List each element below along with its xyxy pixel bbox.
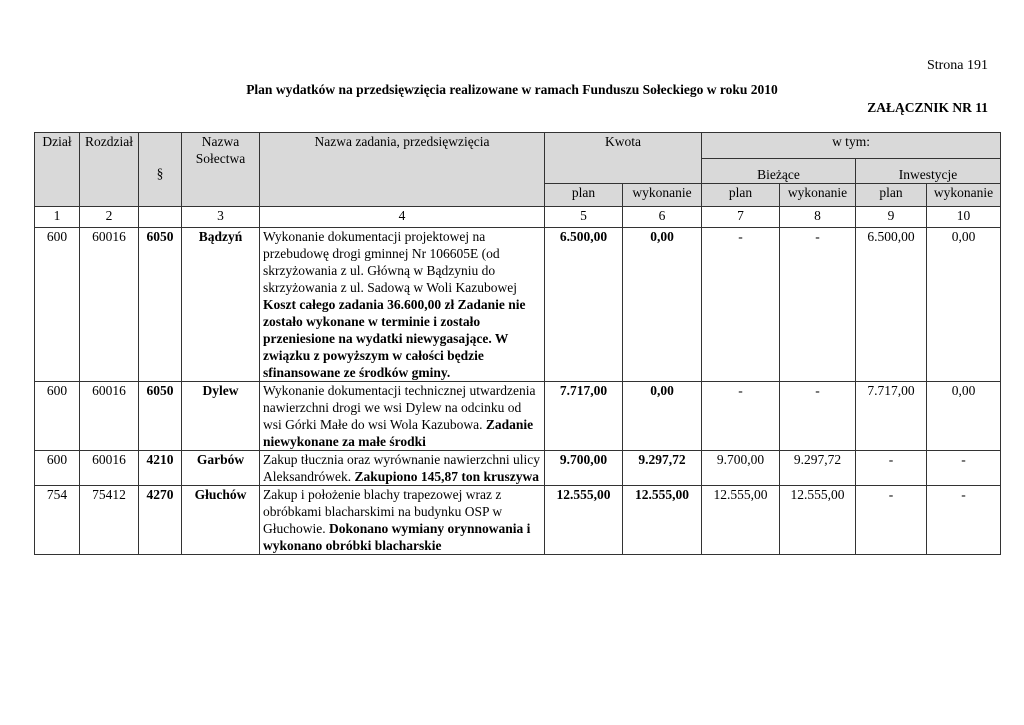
header-nazwa-line2: Sołectwa xyxy=(195,151,246,166)
header-nazwa-solectwa xyxy=(182,133,260,207)
cell-inwestycje-plan: 7.717,00 xyxy=(856,382,927,451)
cell-paragraf: 6050 xyxy=(139,382,182,451)
cell-biezace-wykonanie: - xyxy=(780,382,856,451)
cell-biezace-plan: 12.555,00 xyxy=(702,486,780,555)
cell-kwota-wykonanie: 12.555,00 xyxy=(623,486,702,555)
cell-dzial: 600 xyxy=(35,228,80,382)
cell-inwestycje-plan: - xyxy=(856,451,927,486)
cell-biezace-wykonanie: 12.555,00 xyxy=(780,486,856,555)
cell-paragraf: 6050 xyxy=(139,228,182,382)
cell-inwestycje-wykonanie: - xyxy=(927,451,1001,486)
column-number: 2 xyxy=(80,207,139,228)
header-row-top xyxy=(35,133,1001,159)
cell-inwestycje-plan: 6.500,00 xyxy=(856,228,927,382)
column-number: 4 xyxy=(260,207,545,228)
cell-zadanie xyxy=(260,382,545,451)
cell-zadanie xyxy=(260,451,545,486)
column-number-empty xyxy=(139,207,182,228)
cell-zadanie xyxy=(260,228,545,382)
header-biezace-plan: plan xyxy=(702,184,780,207)
desc-bold: Zakupiono 145,87 ton kruszywa xyxy=(354,469,540,484)
cell-paragraf: 4210 xyxy=(139,451,182,486)
table-row xyxy=(35,382,1001,451)
cell-rozdzial: 60016 xyxy=(80,382,139,451)
column-number: 7 xyxy=(702,207,780,228)
cell-dzial: 600 xyxy=(35,382,80,451)
cell-biezace-wykonanie: 9.297,72 xyxy=(780,451,856,486)
cell-zadanie xyxy=(260,486,545,555)
column-number: 10 xyxy=(927,207,1001,228)
cell-kwota-plan: 9.700,00 xyxy=(545,451,623,486)
cell-biezace-wykonanie: - xyxy=(780,228,856,382)
cell-inwestycje-wykonanie: 0,00 xyxy=(927,228,1001,382)
header-inwestycje: Inwestycje xyxy=(856,158,1001,184)
cell-biezace-plan: - xyxy=(702,228,780,382)
document-title: Plan wydatków na przedsięwzięcia realizowane w ramach Funduszu Sołeckiego w roku 2010 xyxy=(246,82,778,97)
cell-solectwo: Bądzyń xyxy=(182,228,260,382)
cell-dzial: 754 xyxy=(35,486,80,555)
column-number: 5 xyxy=(545,207,623,228)
column-number: 8 xyxy=(780,207,856,228)
header-biezace: Bieżące xyxy=(702,158,856,184)
header-zadanie: Nazwa zadania, przedsięwzięcia xyxy=(260,133,545,207)
header-dzial: Dział xyxy=(35,133,80,207)
desc-bold: Zadanie niewykonane za małe środki xyxy=(263,417,534,449)
desc-normal: Zakup i położenie blachy trapezowej wraz z obróbkami blacharskimi na budynku OSP w Głuchowie. xyxy=(263,487,503,536)
cell-inwestycje-plan: - xyxy=(856,486,927,555)
table-row xyxy=(35,451,1001,486)
cell-kwota-wykonanie: 0,00 xyxy=(623,228,702,382)
column-number-row xyxy=(35,207,1001,228)
cell-kwota-wykonanie: 9.297,72 xyxy=(623,451,702,486)
cell-solectwo: Garbów xyxy=(182,451,260,486)
header-biezace-wykonanie: wykonanie xyxy=(780,184,856,207)
cell-inwestycje-wykonanie: - xyxy=(927,486,1001,555)
column-number: 1 xyxy=(35,207,80,228)
cell-biezace-plan: - xyxy=(702,382,780,451)
expenditure-table xyxy=(34,132,1001,555)
desc-normal: Wykonanie dokumentacji projektowej na przebudowę drogi gminnej Nr 106605E (od skrzyżowania z ul. Główną w Bądzyniu do skrzyżowania z ul. Sadową w Woli Kazubowej xyxy=(263,229,517,295)
header-inwestycje-wykonanie: wykonanie xyxy=(927,184,1001,207)
desc-bold: Dokonano wymiany orynnowania i wykonano obróbki blacharskie xyxy=(263,521,531,553)
header-nazwa-line1: Nazwa xyxy=(201,134,240,149)
desc-bold: Koszt całego zadania 36.600,00 zł Zadanie nie zostało wykonane w terminie i zostało przeniesione na wydatki niewygasające. W związku z powyższym w całości będzie sfinansowane ze środków gminy. xyxy=(263,297,526,380)
cell-solectwo: Głuchów xyxy=(182,486,260,555)
cell-kwota-plan: 6.500,00 xyxy=(545,228,623,382)
header-kwota-wykonanie: wykonanie xyxy=(623,184,702,207)
table-row xyxy=(35,486,1001,555)
cell-rozdzial: 60016 xyxy=(80,228,139,382)
cell-inwestycje-wykonanie: 0,00 xyxy=(927,382,1001,451)
cell-biezace-plan: 9.700,00 xyxy=(702,451,780,486)
cell-paragraf: 4270 xyxy=(139,486,182,555)
cell-kwota-wykonanie: 0,00 xyxy=(623,382,702,451)
header-rozdzial: Rozdział xyxy=(80,133,139,207)
cell-solectwo: Dylew xyxy=(182,382,260,451)
cell-rozdzial: 75412 xyxy=(80,486,139,555)
page-number: Strona 191 xyxy=(926,58,988,73)
header-w-tym: w tym: xyxy=(702,133,1001,159)
cell-kwota-plan: 12.555,00 xyxy=(545,486,623,555)
paragraf-symbol: § xyxy=(156,166,164,181)
column-number: 3 xyxy=(182,207,260,228)
column-number: 6 xyxy=(623,207,702,228)
desc-normal: Wykonanie dokumentacji technicznej utwardzenia nawierzchni drogi we wsi Dylew na odcinku od wsi Górki Małe do wsi Wola Kazubowa. xyxy=(263,383,536,432)
table-row xyxy=(35,228,1001,382)
desc-normal: Zakup tłucznia oraz wyrównanie nawierzchni ulicy Aleksandrówek. xyxy=(263,452,541,484)
cell-dzial: 600 xyxy=(35,451,80,486)
header-inwestycje-plan: plan xyxy=(856,184,927,207)
annex-label: ZAŁĄCZNIK NR 11 xyxy=(867,100,988,115)
cell-rozdzial: 60016 xyxy=(80,451,139,486)
header-kwota-plan: plan xyxy=(545,184,623,207)
column-number: 9 xyxy=(856,207,927,228)
header-paragraf xyxy=(139,133,182,207)
header-kwota: Kwota xyxy=(545,133,702,184)
cell-kwota-plan: 7.717,00 xyxy=(545,382,623,451)
